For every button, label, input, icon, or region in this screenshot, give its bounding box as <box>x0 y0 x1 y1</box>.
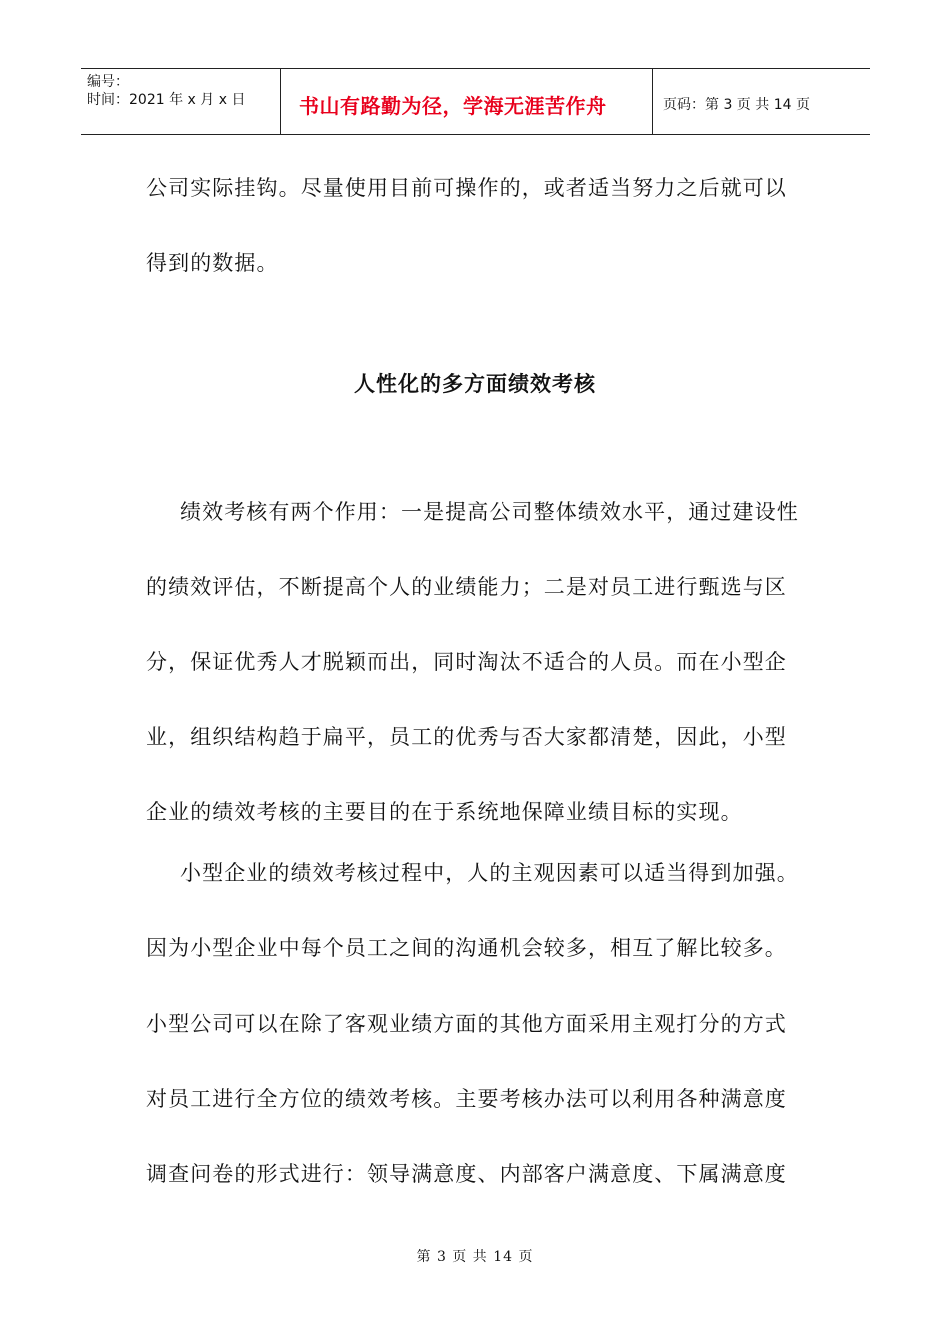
body-line: 公司实际挂钩。尽量使用目前可操作的，或者适当努力之后就可以 <box>146 176 787 200</box>
body-line: 小型企业的绩效考核过程中，人的主观因素可以适当得到加强。 <box>180 861 799 885</box>
page-header <box>81 68 870 135</box>
header-meta <box>81 69 281 134</box>
body-line: 绩效考核有两个作用：一是提高公司整体绩效水平，通过建设性 <box>180 500 799 524</box>
header-motto-cell <box>281 69 653 134</box>
page-footer: 第 3 页 共 14 页 <box>416 1249 534 1265</box>
section-title: 人性化的多方面绩效考核 <box>354 371 596 396</box>
header-motto: 书山有路勤为径，学海无涯苦作舟 <box>299 94 607 118</box>
body-line: 调查问卷的形式进行：领导满意度、内部客户满意度、下属满意度 <box>146 1162 787 1186</box>
body-line: 业，组织结构趋于扁平，员工的优秀与否大家都清楚，因此，小型 <box>146 725 787 749</box>
body-line: 因为小型企业中每个员工之间的沟通机会较多，相互了解比较多。 <box>146 936 787 960</box>
header-page-label: 页码：第 3 页 共 14 页 <box>663 96 810 113</box>
header-page-cell <box>653 69 870 134</box>
document-date-label: 时间：2021 年 x 月 x 日 <box>87 92 246 108</box>
body-line: 企业的绩效考核的主要目的在于系统地保障业绩目标的实现。 <box>146 800 743 824</box>
body-line: 的绩效评估，不断提高个人的业绩能力；二是对员工进行甄选与区 <box>146 575 787 599</box>
body-line: 对员工进行全方位的绩效考核。主要考核办法可以利用各种满意度 <box>146 1087 787 1111</box>
document-number-label: 编号： <box>87 74 129 90</box>
body-line: 得到的数据。 <box>146 251 279 275</box>
body-line: 分，保证优秀人才脱颖而出，同时淘汰不适合的人员。而在小型企 <box>146 650 787 674</box>
body-line: 小型公司可以在除了客观业绩方面的其他方面采用主观打分的方式 <box>146 1012 787 1036</box>
